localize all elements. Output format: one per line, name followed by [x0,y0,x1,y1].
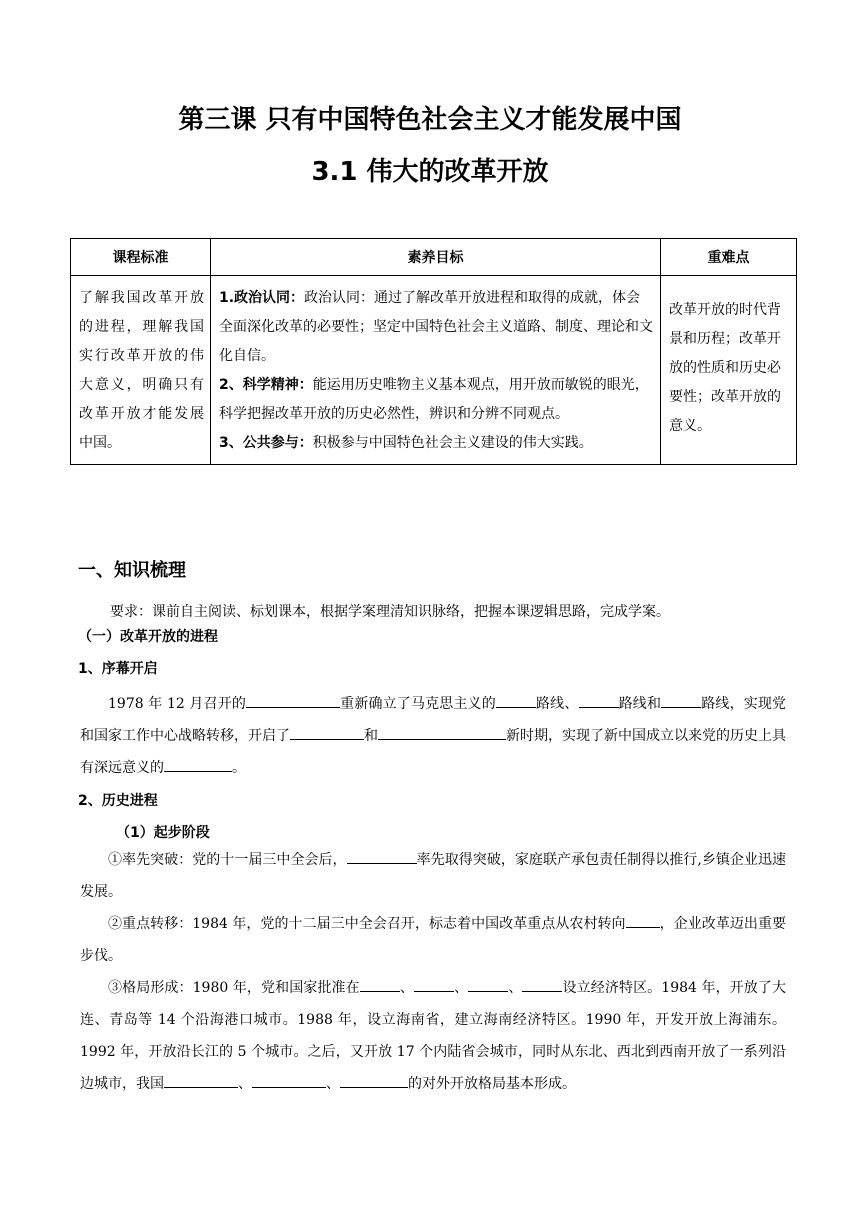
goal-item: 3、公共参与：积极参与中国特色社会主义建设的伟大实践。 [219,435,593,451]
fill-blank[interactable] [290,725,364,740]
fill-blank[interactable] [246,693,340,708]
fill-blank[interactable] [252,1073,326,1088]
paragraph-breakthrough: ①率先突破：党的十一届三中全会后， 率先取得突破，家庭联产承包责任制得以推行,乡镇企业迅速发展。 [80,844,786,908]
fill-blank[interactable] [522,977,562,992]
goal-item: 2、科学精神：能运用历史唯物主义基本观点，用开放而敏锐的眼光，科学把握改革开放的历史必然性，辨识和分辨不同观点。 [219,377,649,422]
goal-item: 1.政治认同：政治认同：通过了解改革开放进程和取得的成就，体会全面深化改革的必要性；坚定中国特色社会主义道路、制度、理论和文化自信。 [219,290,653,364]
header-course-standard: 课程标准 [71,239,211,276]
header-competency-goals: 素养目标 [211,239,661,276]
paragraph-focus-shift: ②重点转移：1984 年，党的十二届三中全会召开，标志着中国改革重点从农村转向 ，企业改革迈出重要步伐。 [80,908,786,972]
paragraph-pattern-formation: ③格局形成：1980 年，党和国家批准在 、 、 、 设立经济特区。1984 年，开放了大连、青岛等 14 个沿海港口城市。1988 年，设立海南省，建立海南经济特区。1990 年，开发开放上海浦东。1992 年，开放沿长江的 5 个城市。之后，又开放 17 个内陆省会城市，同时从东北、西北到西南开放了一系列沿边城市，我国 、 、 的对外开放格局基本形成。 [80,972,786,1100]
fill-blank[interactable] [626,913,660,928]
item-heading: 2、历史进程 [78,793,158,809]
course-standard-table [70,238,797,465]
section-heading: 一、知识梳理 [78,560,186,581]
key-points-cell: 改革开放的时代背景和历程；改革开放的性质和历史必要性；改革开放的意义。 [661,276,797,465]
course-standard-cell: 了解我国改革开放的进程，理解我国实行改革开放的伟大意义，明确只有改革开放才能发展中国。 [71,276,211,465]
fill-blank[interactable] [496,693,536,708]
requirement-text: 要求：课前自主阅读、标划课本，根据学案理清知识脉络，把握本课逻辑思路，完成学案。 [110,604,670,620]
fill-blank[interactable] [378,725,506,740]
header-key-points: 重难点 [661,239,797,276]
fill-blank[interactable] [360,977,400,992]
competency-goals-cell [211,276,661,465]
fill-blank[interactable] [340,1073,408,1088]
fill-blank[interactable] [347,849,417,864]
stage-heading: （1）起步阶段 [116,825,210,841]
page-title: 第三课 只有中国特色社会主义才能发展中国 [178,105,682,135]
fill-blank[interactable] [661,693,701,708]
fill-blank[interactable] [164,757,232,772]
fill-blank[interactable] [579,693,619,708]
table-header-row [71,239,797,276]
fill-blank[interactable] [414,977,454,992]
subsection-heading: （一）改革开放的进程 [78,629,218,645]
fill-blank[interactable] [164,1073,238,1088]
page-subtitle: 3.1 伟大的改革开放 [311,157,549,187]
paragraph-prelude: 1978 年 12 月召开的 重新确立了马克思主义的 路线、 路线和 路线，实现党和国家工作中心战略转移，开启了 和 新时期，实现了新中国成立以来党的历史上具有深远意义的 。 [80,688,786,784]
fill-blank[interactable] [468,977,508,992]
item-heading: 1、序幕开启 [78,661,158,677]
table-row [71,276,797,465]
